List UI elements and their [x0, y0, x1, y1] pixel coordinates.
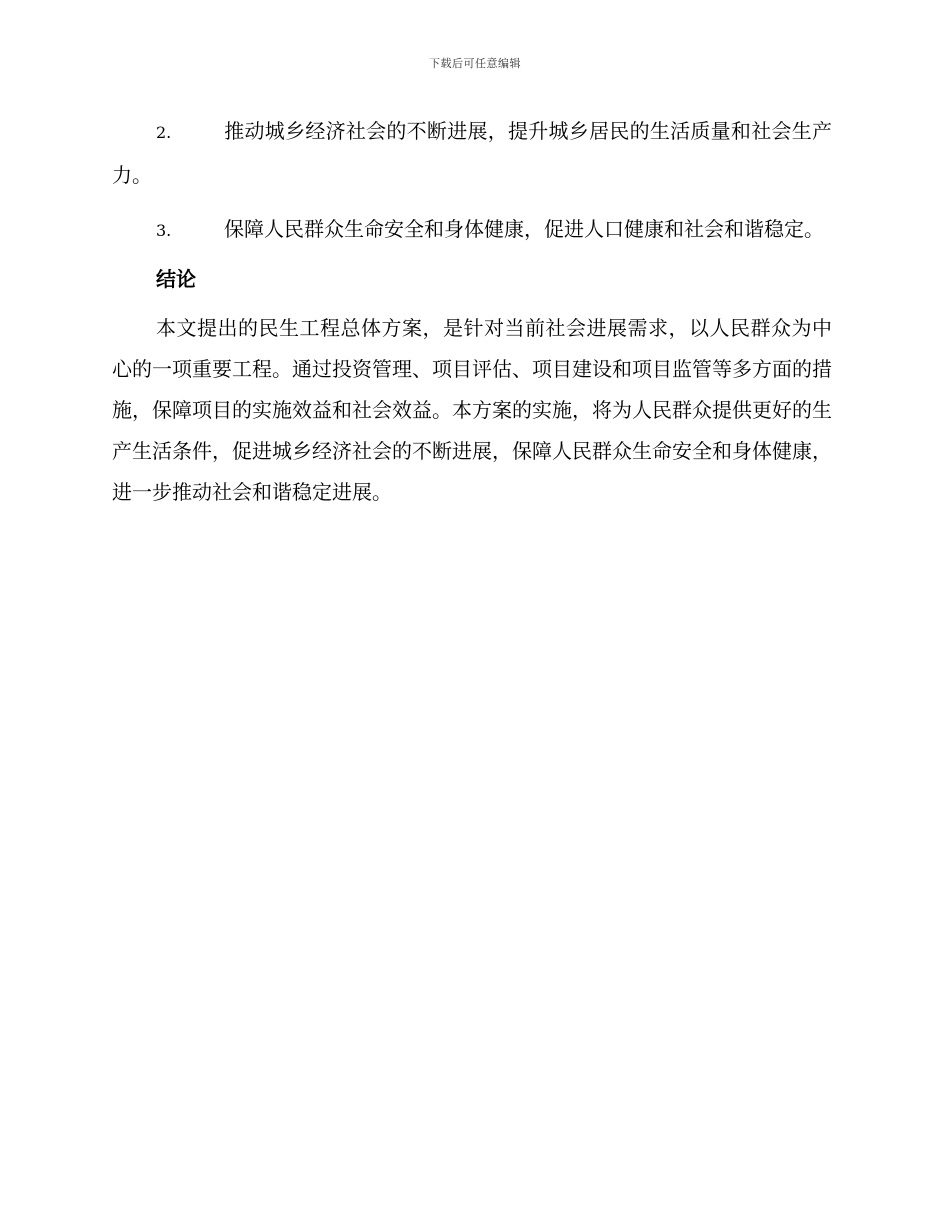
header-note: 下载后可任意编辑	[429, 57, 521, 70]
list-item	[112, 208, 832, 252]
document-body	[112, 110, 832, 513]
list-item-text: 推动城乡经济社会的不断进展，提升城乡居民的生活质量和社会生产力。	[112, 119, 832, 187]
list-item-number: 2.	[156, 123, 172, 142]
list-item-text: 保障人民群众生命安全和身体健康，促进人口健康和社会和谐稳定。	[224, 217, 824, 241]
conclusion-paragraph: 本文提出的民生工程总体方案，是针对当前社会进展需求，以人民群众为中心的一项重要工程。通过投资管理、项目评估、项目建设和项目监管等多方面的措施，保障项目的实施效益和社会效益。本方案的实施，将为人民群众提供更好的生产生活条件，促进城乡经济社会的不断进展，保障人民群众生命安全和身体健康，进一步推动社会和谐稳定进展。	[112, 316, 832, 504]
list-item-number: 3.	[156, 221, 172, 240]
list-item	[112, 110, 832, 196]
section-heading-conclusion: 结论	[156, 267, 196, 291]
